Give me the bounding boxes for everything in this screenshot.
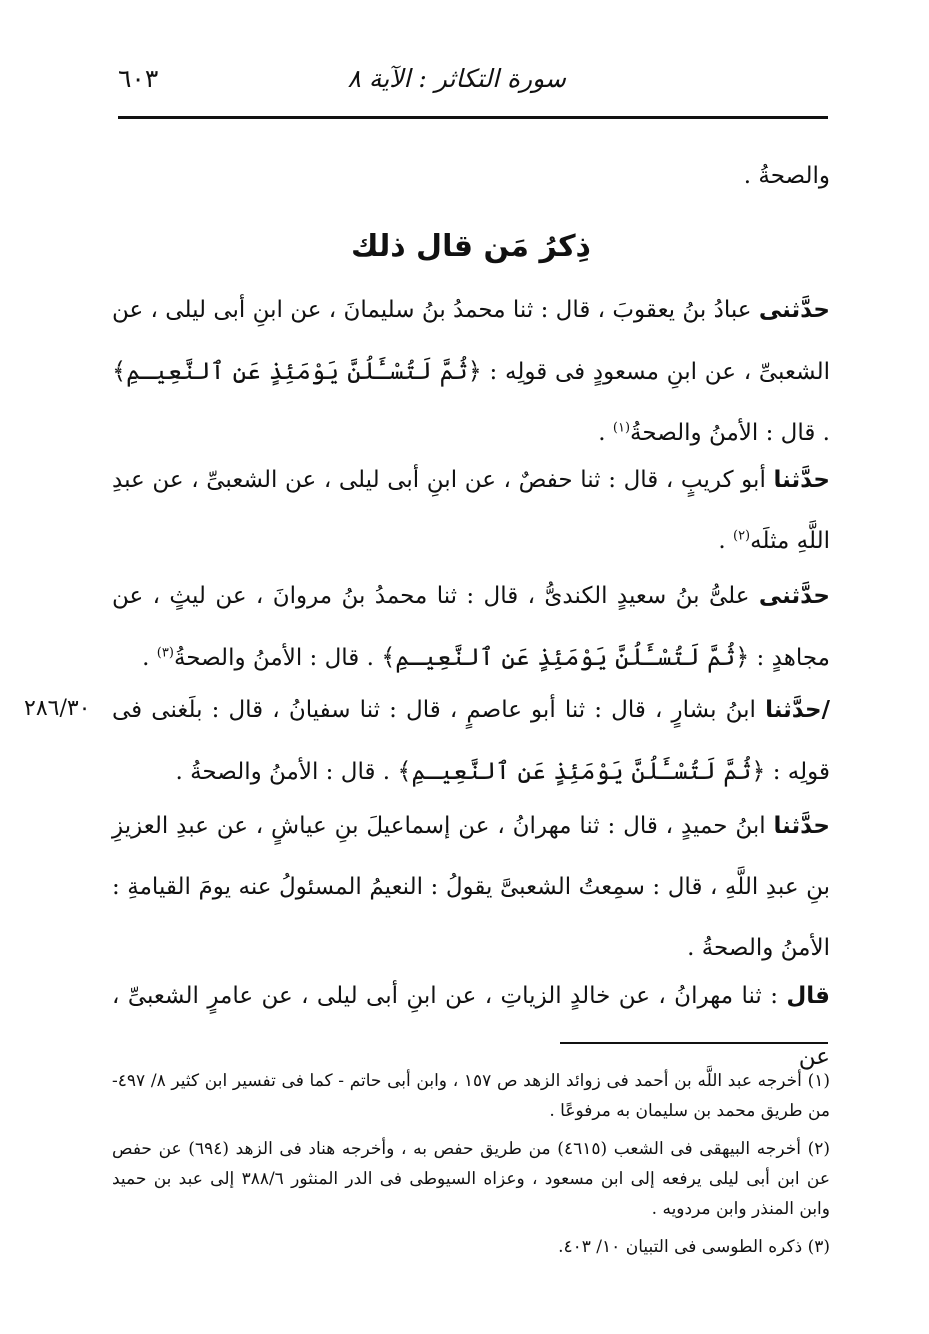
paragraph-text: .: [142, 645, 157, 671]
running-title: سورة التكاثر : الآية ٨: [347, 64, 566, 93]
opening-fragment: والصحةُ .: [743, 163, 830, 189]
paragraph-4: [112, 680, 830, 803]
header-rule: [118, 116, 828, 119]
paragraph-text: . قال : الأمنُ والصحةُ: [630, 420, 830, 446]
footnotes: [112, 1066, 830, 1270]
quran-verse: ﴿ثُمَّ لَتُسْـَٔلُنَّ يَوْمَئِذٍ عَنِ ٱلنَّعِيـمِ﴾: [397, 757, 766, 785]
paragraph-text: .: [598, 420, 613, 446]
paragraph-text: علىُّ بنُ سعيدٍ الكندىُّ ، قال : ثنا محمدُ بنُ مروانَ ، عن ليثٍ ، عن مجاهدٍ :: [112, 583, 830, 671]
paragraph-lead: حدَّثنا: [773, 467, 830, 493]
paragraph-text: . قال : الأمنُ والصحةُ: [173, 645, 382, 671]
paragraph-text: .: [718, 528, 733, 554]
page-header: [118, 62, 828, 102]
paragraph-text: : ثنا مهرانُ ، عن خالدٍ الزياتِ ، عن ابنِ أبى ليلى ، عن عامرٍ الشعبىِّ ، عن: [112, 983, 830, 1070]
paragraph-1: [112, 280, 830, 464]
paragraph-lead: حدَّثنى: [758, 297, 830, 323]
paragraph-lead: حدَّثنا: [773, 813, 830, 839]
footnote-2: (٢) أخرجه البيهقى فى الشعب (٤٦١٥) من طريق حفص به ، وأخرجه هناد فى الزهد (٦٩٤) عن حفص عن ابن أبى ليلى يرفعه إلى ابن مسعود ، وعزاه السيوطى فى الدر المنثور ٣٨٨/٦ إلى عبد بن حميد وابن المنذر وابن مردويه .: [112, 1139, 830, 1219]
paragraph-2: [112, 450, 830, 572]
footnote-separator: [560, 1042, 828, 1044]
paragraph-text: . قال : الأمنُ والصحةُ .: [175, 759, 398, 785]
paragraph-lead: /حدَّثنا: [765, 697, 830, 723]
paragraph-text: أبو كريبٍ ، قال : ثنا حفصٌ ، عن ابنِ أبى ليلى ، عن الشعبىِّ ، عن عبدِ اللَّهِ مثلَه: [112, 467, 830, 554]
footnote-marker: (٣): [156, 645, 174, 661]
paragraph-text: ابنُ بشارٍ ، قال : ثنا أبو عاصمٍ ، قال : ثنا سفيانُ ، قال : بلَغنى فى قولِه :: [112, 697, 830, 785]
footnote-3: (٣) ذكره الطوسى فى التبيان ١٠/ ٤٠٣.: [558, 1237, 830, 1257]
quran-verse: ﴿ثُمَّ لَتُسْـَٔلُنَّ يَوْمَئِذٍ عَنِ ٱلنَّعِيـمِ﴾: [112, 357, 482, 385]
paragraph-lead: قال: [786, 983, 830, 1009]
page-number: ٦٠٣: [118, 64, 159, 93]
footnote-1: (١) أخرجه عبد اللَّه بن أحمد فى زوائد الزهد ص ١٥٧ ، وابن أبى حاتم - كما فى تفسير ابن كثير ٨/ ٤٩٧- من طريق محمد بن سليمان به مرفوعًا .: [112, 1071, 830, 1121]
paragraph-text: ابنُ حميدٍ ، قال : ثنا مهرانُ ، عن إسماعيلَ بنِ عياشٍ ، عن عبدِ العزيزِ بنِ عبدِ اللَّهِ ، قال : سمِعتُ الشعبىَّ يقولُ : النعيمُ المسئولُ عنه يومَ القيامةِ : الأمنُ والصحةُ .: [112, 813, 830, 961]
paragraph-lead: حدَّثنى: [758, 583, 830, 609]
margin-reference: ٢٨٦/٣٠: [24, 696, 91, 721]
section-heading: ذِكرُ مَن قال ذلك: [351, 229, 591, 264]
paragraph-text: عبادُ بنُ يعقوبَ ، قال : ثنا محمدُ بنُ سليمانَ ، عن ابنِ أبى ليلى ، عن الشعبىِّ ، عن ابنِ مسعودٍ فى قولِه :: [112, 297, 830, 385]
quran-verse: ﴿ثُمَّ لَتُسْـَٔلُنَّ يَوْمَئِذٍ عَنِ ٱلنَّعِيـمِ﴾: [381, 643, 750, 671]
paragraph-3: [112, 566, 830, 689]
paragraph-5: [112, 796, 830, 979]
footnote-marker: (١): [612, 420, 631, 436]
footnote-marker: (٢): [732, 528, 751, 544]
